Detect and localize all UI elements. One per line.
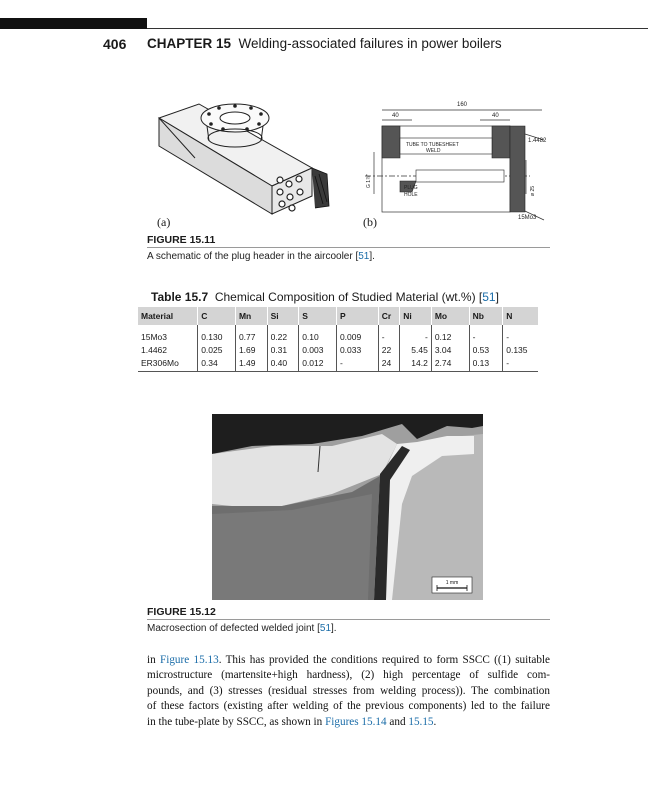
table-cell: 0.009 — [336, 325, 378, 343]
figure-15-12-caption — [147, 623, 337, 634]
chapter-label: CHAPTER 15 — [147, 36, 232, 51]
table-cell: 0.10 — [299, 325, 337, 343]
reference-link[interactable]: 51 — [358, 251, 370, 262]
text-run: . This has provided the conditions required to form SSCC ((1) suitable — [218, 654, 551, 666]
text-run: in the tube-plate by SSCC, as shown in — [147, 715, 326, 728]
text-run: and — [386, 715, 409, 728]
figure-15-11-images — [147, 96, 550, 231]
chapter-header-bar — [0, 18, 147, 29]
dimension-40-left: 40 — [392, 113, 399, 119]
figures-15-14-link[interactable]: Figures 15.14 — [325, 715, 387, 728]
table-row — [138, 325, 538, 343]
table-title-end: ] — [495, 290, 499, 304]
table-cell: 0.012 — [299, 356, 337, 372]
figure-15-12-rule — [147, 619, 550, 620]
table-cell: 0.34 — [198, 356, 236, 372]
col-header: Ni — [400, 307, 432, 325]
table-cell: 0.40 — [267, 356, 299, 372]
plug-hole-label-2: HOLE — [404, 192, 418, 198]
table-cell: 0.13 — [469, 356, 503, 372]
panel-a-label: (a) — [157, 215, 171, 229]
table-cell: 14.2 — [400, 356, 432, 372]
plug-header-3d-sketch — [147, 96, 337, 231]
col-header: Cr — [378, 307, 399, 325]
diameter-label: ø 25 — [530, 185, 536, 196]
table-cell: 0.033 — [336, 343, 378, 356]
table-cell: 3.04 — [431, 343, 469, 356]
table-cell: 0.77 — [235, 325, 267, 343]
table-cell: 0.003 — [299, 343, 337, 356]
col-header: N — [503, 307, 538, 325]
table-cell: - — [336, 356, 378, 372]
tube-weld-label-1: TUBE TO TUBESHEET — [406, 142, 459, 148]
figure-15-13-link[interactable]: Figure 15.13 — [160, 654, 219, 666]
body-paragraph — [147, 653, 550, 730]
col-header: C — [198, 307, 236, 325]
table-cell: 1.69 — [235, 343, 267, 356]
panel-b-label: (b) — [363, 215, 377, 229]
table-cell: 1.49 — [235, 356, 267, 372]
page-header — [0, 36, 648, 54]
plug-hole-label-1: PLUG — [404, 185, 418, 191]
figure-15-11-title: FIGURE 15.11 — [147, 234, 216, 246]
table-cell: 0.12 — [431, 325, 469, 343]
col-header: P — [336, 307, 378, 325]
figure-15-15-link[interactable]: 15.15 — [408, 715, 434, 728]
table-cell: ER306Mo — [138, 356, 198, 372]
col-header: S — [299, 307, 337, 325]
table-15-7-title — [151, 290, 499, 304]
table-cell: 15Mo3 — [141, 331, 167, 342]
dimension-40-right: 40 — [492, 113, 499, 119]
chapter-title: Welding-associated failures in power boilers — [238, 36, 502, 51]
material-1-4482: 1.4482 — [528, 138, 547, 144]
chemical-composition-table — [138, 307, 538, 372]
table-row — [138, 343, 538, 356]
header-rule — [147, 28, 648, 29]
col-header: Si — [267, 307, 299, 325]
text-run: in — [147, 654, 160, 666]
text-line: pounds, and (3) stresses (residual stresses from welding process)). The combination — [147, 684, 550, 697]
table-cell: - — [503, 325, 538, 343]
table-reference-link[interactable]: 51 — [482, 290, 496, 304]
caption-text: A schematic of the plug header in the aircooler [ — [147, 251, 359, 262]
figure-15-11-caption — [147, 251, 375, 262]
caption-end: ]. — [331, 623, 337, 634]
table-label: Table 15.7 — [151, 290, 209, 304]
table-cell: 5.45 — [400, 343, 432, 356]
dimension-160: 160 — [457, 102, 468, 108]
table-cell: 0.22 — [267, 325, 299, 343]
col-header: Mn — [235, 307, 267, 325]
thread-label: G 1⅞" — [366, 173, 372, 188]
table-cell: 0.025 — [198, 343, 236, 356]
macrosection-photo — [212, 414, 483, 600]
col-header: Material — [138, 307, 198, 325]
scale-bar-label: 1 mm — [445, 580, 459, 586]
table-cell: - — [400, 325, 432, 343]
page-number: 406 — [103, 36, 127, 52]
table-row — [138, 356, 538, 372]
caption-text: Macrosection of defected welded joint [ — [147, 623, 320, 634]
table-cell: - — [503, 356, 538, 372]
table-cell: 0.130 — [198, 325, 236, 343]
material-15mo3: 15Mo3 — [518, 215, 537, 221]
table-cell: 0.31 — [267, 343, 299, 356]
text-line: microstructure (martensite+high hardness), (2) high percentage of sulfide com- — [147, 669, 550, 682]
text-run: . — [433, 715, 437, 728]
figure-15-12-title: FIGURE 15.12 — [147, 606, 216, 618]
tube-weld-label-2: WELD — [426, 148, 441, 154]
col-header: Nb — [469, 307, 503, 325]
text-line — [147, 715, 550, 730]
table-header-row — [138, 307, 538, 325]
table-cell: 0.53 — [469, 343, 503, 356]
col-header: Mo — [431, 307, 469, 325]
plug-header-cross-section-drawing — [360, 96, 550, 231]
table-cell: - — [469, 325, 503, 343]
caption-end: ]. — [369, 251, 375, 262]
text-line: of these factors (existing after welding of the previous components) led to the failure — [147, 700, 550, 713]
figure-15-11-rule — [147, 247, 550, 248]
table-cell: 1.4462 — [141, 344, 167, 355]
reference-link[interactable]: 51 — [319, 623, 332, 634]
table-cell: 2.74 — [431, 356, 469, 372]
table-cell: 0.135 — [503, 343, 538, 356]
text-line — [147, 653, 550, 668]
table-cell: - — [378, 325, 399, 343]
chapter-heading — [147, 36, 502, 51]
table-cell: 22 — [378, 343, 399, 356]
table-title-text: Chemical Composition of Studied Material (wt.%) [ — [214, 290, 483, 304]
table-cell: 24 — [378, 356, 399, 372]
